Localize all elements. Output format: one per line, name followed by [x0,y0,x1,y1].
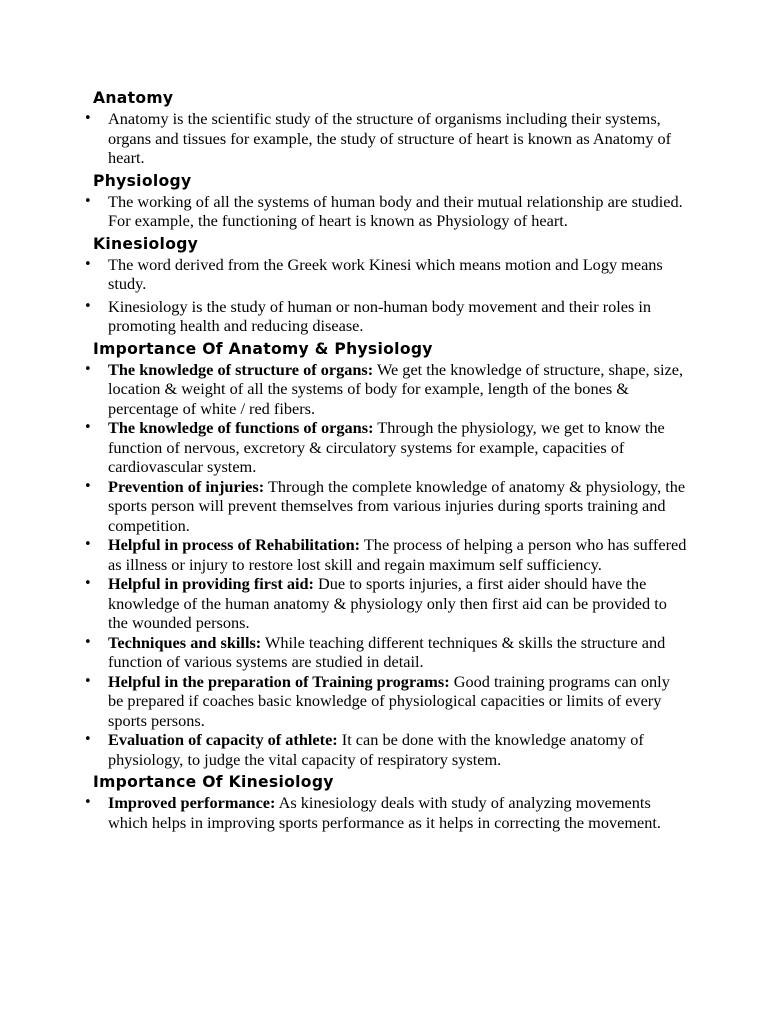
item-text: Kinesiology is the study of human or non-human body movement and their roles in promoting health and reducing disease. [108,296,652,335]
section-heading: Anatomy [93,89,174,107]
item-lead: The knowledge of structure of organs: [108,359,374,379]
item-text: The working of all the systems of human body and their mutual relationship are studied. For example, the functioning of heart is known as Physiology of heart. [108,191,683,230]
list-item [84,672,688,731]
list-item [84,297,688,336]
item-text: We get the knowledge of structure, shape, size, location & weight of all the systems of body for example, length of the bones & percentage of white / red fibers. [108,359,684,418]
bullet-list [84,360,688,770]
item-text: It can be done with the knowledge anatomy of physiology, to judge the vital capacity of respiratory system. [108,730,644,769]
item-text: Due to sports injuries, a first aider should have the knowledge of the human anatomy & physiology only then first aid can be provided to the wounded persons. [108,574,667,632]
bullet-icon: • [84,298,92,314]
bullet-icon: • [84,673,92,689]
item-text: Through the physiology, we get to know the function of nervous, excretory & circulatory systems for example, capacities of cardiovascular system. [108,418,665,476]
section-heading: Importance Of Kinesiology [93,773,334,791]
list-item [84,418,688,477]
item-lead: Prevention of injuries: [108,476,265,496]
bullet-list [84,109,688,168]
bullet-icon: • [84,111,92,126]
list-item [84,192,688,231]
section-kinesiology [84,234,688,336]
bullet-list [84,192,688,231]
item-lead: Helpful in providing first aid: [108,574,314,593]
item-text: Good training programs can only be prepared if coaches basic knowledge of physiological capacities or limits of every sports persons. [108,671,670,730]
item-text: As kinesiology deals with study of analyzing movements which helps in improving sports performance as it helps in correcting the movement. [108,793,661,832]
item-lead: Helpful in process of Rehabilitation: [108,535,361,554]
bullet-icon: • [84,361,92,377]
bullet-icon: • [84,420,92,435]
list-item [84,633,688,672]
bullet-icon: • [84,193,92,209]
bullet-icon: • [84,795,92,810]
item-text: While teaching different techniques & skills the structure and function of various systems are studied in detail. [108,632,666,671]
list-item [84,730,688,769]
item-lead: Helpful in the preparation of Training programs: [108,671,450,691]
bullet-icon: • [84,576,92,591]
list-item [84,793,688,832]
bullet-icon: • [84,634,92,650]
list-item [84,535,688,574]
item-text: The process of helping a person who has suffered as illness or injury to restore lost skill and regain maximum self sufficiency. [108,535,687,574]
bullet-list [84,255,688,336]
item-lead: Evaluation of capacity of athlete: [108,730,338,749]
section-heading: Importance Of Anatomy & Physiology [93,339,433,358]
section-heading: Physiology [93,171,192,190]
bullet-icon: • [84,537,92,552]
bullet-icon: • [84,478,92,494]
section-anatomy [84,88,688,168]
list-item [84,360,688,419]
list-item [84,255,688,294]
item-lead: Improved performance: [108,793,276,812]
bullet-icon: • [84,256,92,272]
item-text: The word derived from the Greek work Kinesi which means motion and Logy means study. [108,254,663,293]
item-text: Through the complete knowledge of anatomy & physiology, the sports person will prevent themselves from various injuries during sports training and competition. [108,476,686,535]
list-item [84,574,688,633]
section-physiology [84,171,688,231]
list-item [84,109,688,168]
section-importance-kinesiology [84,772,688,832]
item-lead: The knowledge of functions of organs: [108,418,374,437]
section-importance-anatomy-physiology [84,339,688,770]
list-item [84,477,688,536]
item-text: Anatomy is the scientific study of the structure of organisms including their systems, organs and tissues for example, the study of structure of heart is known as Anatomy of heart. [108,109,672,167]
item-lead: Techniques and skills: [108,632,262,652]
bullet-list [84,793,688,832]
section-heading: Kinesiology [93,234,199,253]
bullet-icon: • [84,732,92,747]
